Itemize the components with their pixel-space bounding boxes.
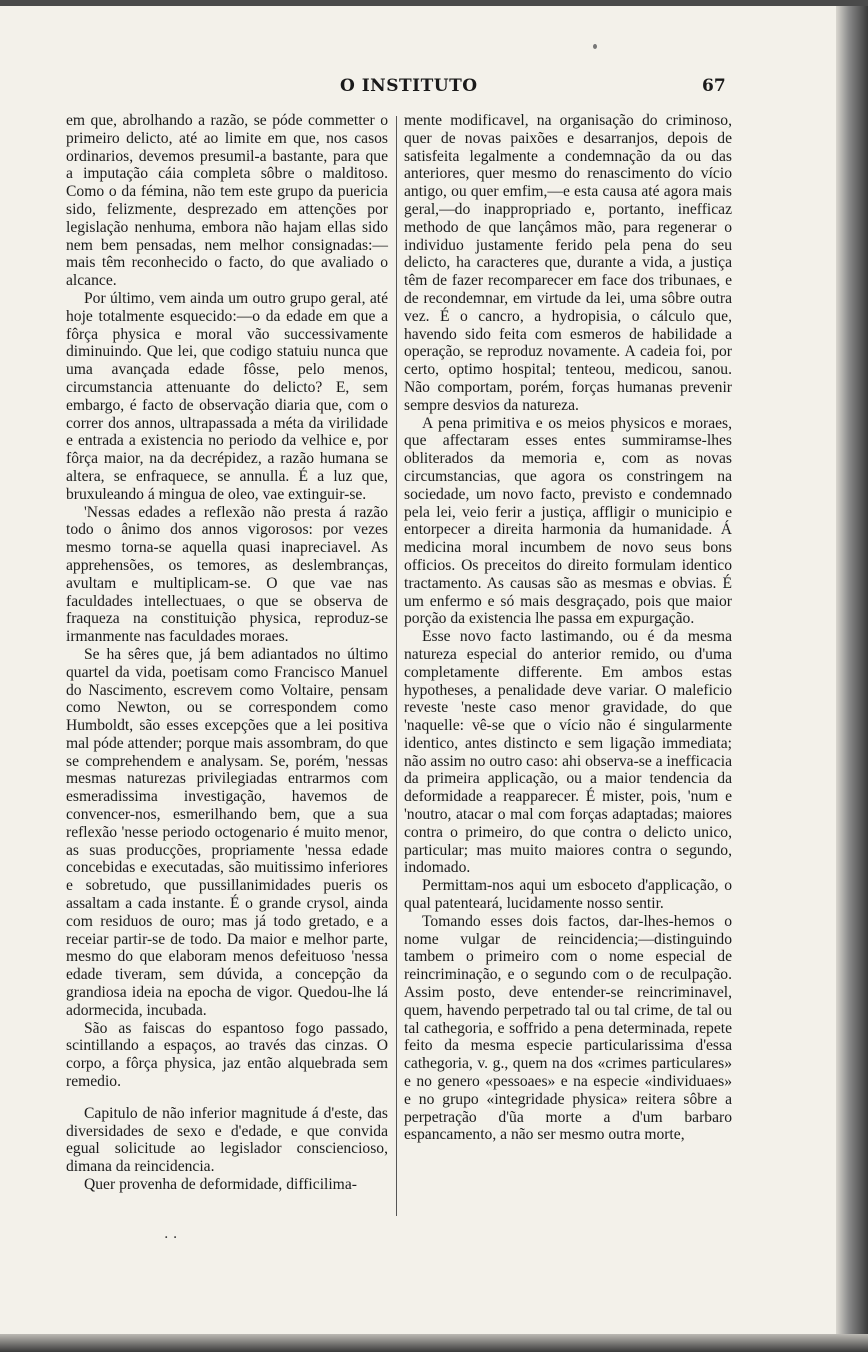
column-divider	[396, 116, 397, 1216]
left-column	[66, 112, 388, 1194]
paragraph: em que, abrolhando a razão, se póde commetter o primeiro delicto, até ao limite em que, nos casos ordinarios, devemos presumil-a bastante, para que a imputação cáia completa sôbre o malditoso. Como o da fémina, não tem este grupo da puericia sido, felizmente, desprezado em attenções por legislação nenhuma, embora não hajam ellas sido nem bem pensadas, nem melhor consignadas:—mais têm reconhecido o facto, do que avaliado o alcance.	[66, 112, 388, 290]
page-number: 67	[702, 76, 726, 96]
paragraph: mente modificavel, na organisação do criminoso, quer de novas paixões e desarranjos, depois de satisfeita legalmente a condemnação da ou das anteriores, quer mesmo do renascimento do vício antigo, ou quer emfim,—e esta causa até agora mais geral,—do inappropriado e, portanto, inefficaz methodo de que lançâmos mão, para regenerar o individuo justamente ferido pela pena do seu delicto, ha caracteres que, durante a vida, a justiça têm de fazer recomparecer em face dos tribunaes, e de recondemnar, em virtude da lei, uma sôbre outra vez. É o cancro, a hydropisia, o cálculo que, havendo sido feita com esmeros de habilidade a operação, se reproduz novamente. A cadeia foi, por certo, optimo hospital; tenteou, medicou, sanou. Não comportam, porém, forças humanas prevenir sempre desvios da natureza.	[404, 112, 732, 414]
paragraph: Esse novo facto lastimando, ou é da mesma natureza especial do anterior remido, ou d'uma completamente differente. Em ambos estas hypotheses, a penalidade deve variar. O maleficio reveste 'neste caso menor gravidade, do que 'naquelle: vê-se que o vício não é singularmente identico, antes distincto e sem ligação immediata; não assim no outro caso: ahi observa-se a inefficacia da primeira applicação, ou a maior tendencia da deformidade a reapparecer. É mister, pois, 'num e 'noutro, atacar o mal com forças adaptadas; maiores contra o primeiro, do que contra o delicto unico, particular; mas muito maiores contra o segundo, indomado.	[404, 628, 732, 877]
paragraph: Tomando esses dois factos, dar-lhes-hemos o nome vulgar de reincidencia;—distinguindo tambem o primeiro com o nome especial de reincriminação, e o segundo com o de reculpação. Assim posto, deve entender-se reincriminavel, quem, havendo perpetrado tal ou tal crime, de tal ou tal cathegoria, e soffrido a pena determinada, repete feito da mesma especie particularissima d'essa cathegoria, v. g., quem na dos «crimes particulares» e no genero «pessoaes» e na especie «individuaes» e no grupo «integridade physica» reitera sôbre a perpetração d'ũa morte a d'um barbaro espancamento, a não ser mesmo outra morte,	[404, 912, 732, 1144]
paragraph: Capitulo de não inferior magnitude á d'este, das diversidades de sexo e d'edade, e que convida egual solicitude ao legislador consciencioso, dimana da reincidencia.	[66, 1104, 388, 1176]
paragraph: 'Nessas edades a reflexão não presta á razão todo o ânimo dos annos vigorosos: por vezes mesmo torna-se aquella quasi inapreciavel. As apprehensões, os temores, as deslembranças, avultam e multiplicam-se. O que vae nas faculdades intellectuaes, o que se observa de fraqueza na constituição physica, reproduz-se irmanmente nas faculdades moraes.	[66, 503, 388, 646]
paragraph: São as faiscas do espantoso fogo passado, scintillando a espaços, ao través das cinzas. O corpo, a fôrça physica, jaz então alquebrada sem remedio.	[66, 1019, 388, 1091]
paragraph: Quer provenha de deformidade, difficilima-	[84, 1176, 357, 1194]
paragraph: Por último, vem ainda um outro grupo geral, até hoje totalmente esquecido:—o da edade em que a fôrça physica e moral vão successivamente diminuindo. Que lei, que codigo statuiu nunca que uma avançada edade fôsse, pelo menos, circumstancia attenuante do delicto? E, sem embargo, é facto de observação diaria que, com o correr dos annos, ultrapassada a méta da virilidade e entrada a existencia no periodo da velhice e, por fôrça maior, na da decrépidez, a razão humana se altera, se enfraquece, se annulla. É a luz que, bruxuleando á mingua de oleo, vae extinguir-se.	[66, 289, 388, 503]
paragraph: A pena primitiva e os meios physicos e moraes, que affectaram esses entes summiramse-lhes obliterados da memoria e, com as novas circumstancias, que agora os constringem na sociedade, um novo facto, previsto e condemnado pela lei, veio ferir a justiça, affligir o municipio e entorpecer a direita harmonia da humanidade. Á medicina moral incumbem de novo seus bons officios. Os preceitos do direito formulam identico tractamento. As causas são as mesmas e obvias. É um enfermo e só mais desgraçado, pois que maior porção da existencia lhe passa em expurgação.	[404, 414, 732, 628]
page-edge-shadow	[836, 6, 868, 1352]
page-bottom-shadow	[0, 1334, 868, 1352]
running-title: O INSTITUTO	[340, 76, 478, 96]
footer-mark: . .	[164, 1226, 178, 1242]
paper-speck	[593, 44, 597, 49]
book-page	[0, 6, 858, 1336]
paragraph: Permittam-nos aqui um esboceto d'applicação, o qual patenteará, lucidamente nosso sentir.	[404, 877, 732, 913]
page-header	[0, 76, 858, 102]
right-column	[404, 112, 732, 1144]
paragraph: Se ha sêres que, já bem adiantados no último quartel da vida, poetisam como Francisco Manuel do Nascimento, escrevem como Voltaire, pensam como Newton, ou se correspondem como Humboldt, são esses excepções que a lei positiva mal póde attender; porque mais assombram, do que se comprehendem e analysam. Se, porém, 'nessas mesmas naturezas privilegiadas entrarmos com esmeradissima investigação, havemos de convencer-nos, esmerilhando bem, que a sua reflexão 'nesse periodo octogenario é muito menor, as suas producções, propriamente 'nessa edade concebidas e executadas, são muitissimo inferiores e sobretudo, que pussillanimidades pueris os assaltam a cada instante. É o grande crysol, ainda com residuos de ouro; mas já todo gretado, e a receiar partir-se de todo. Da maior e melhor parte, mesmo do que elaboram menos defeituoso 'nessa edade tiveram, sem dúvida, a concepção da grandiosa ideia na epocha de vigor. Quedou-lhe lá adormecida, incubada.	[66, 645, 388, 1019]
